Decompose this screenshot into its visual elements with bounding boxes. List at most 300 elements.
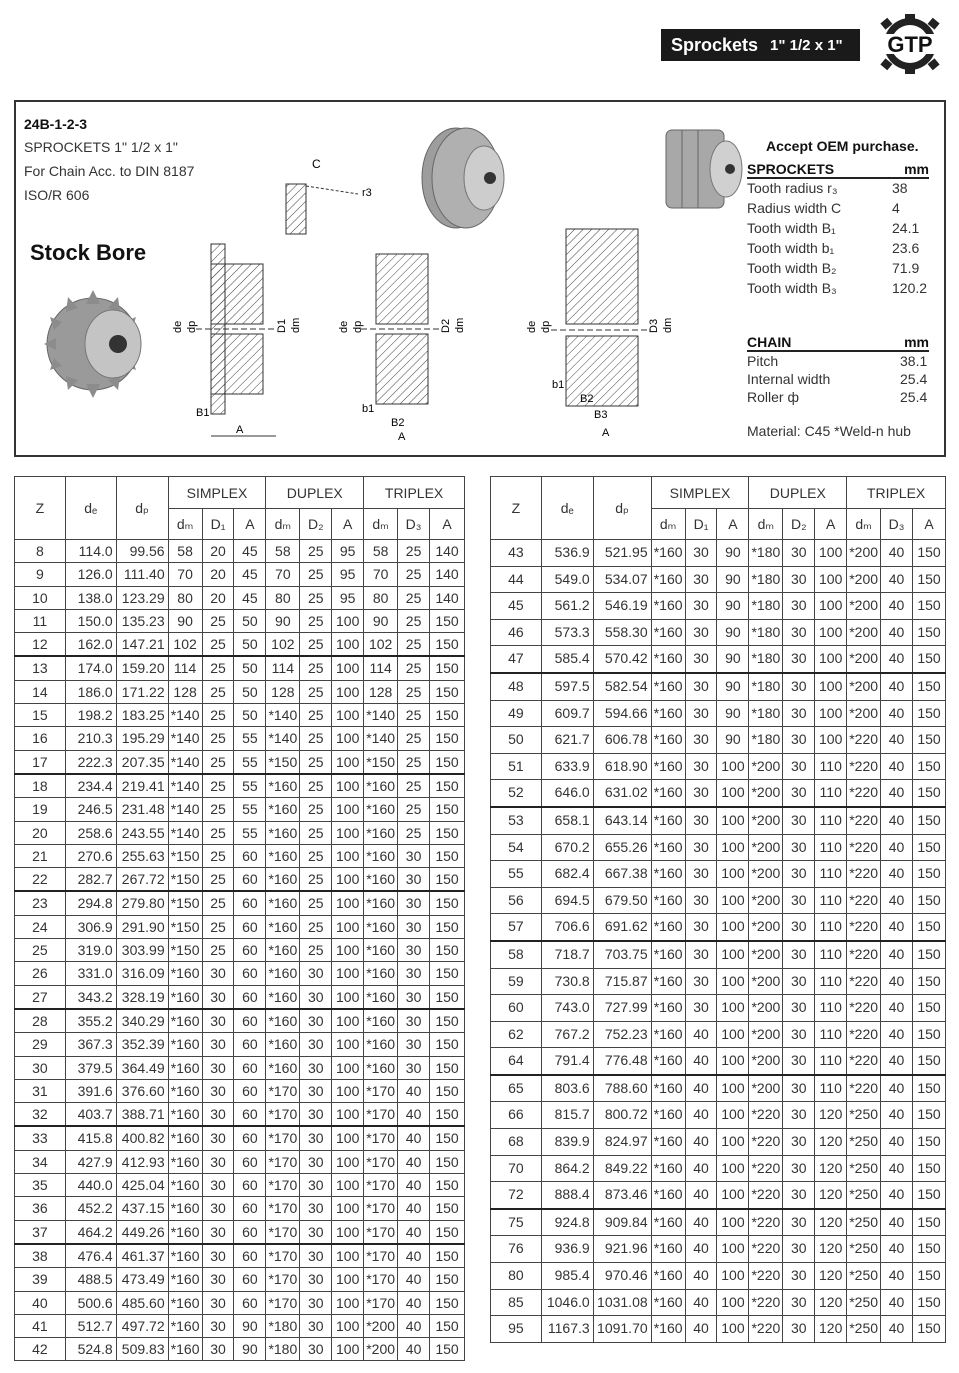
table-cell: 100 <box>332 939 364 962</box>
table-cell: 849.22 <box>593 1155 651 1182</box>
table-cell: 100 <box>332 962 364 985</box>
table-cell: 30 <box>783 861 815 888</box>
table-cell: 40 <box>881 834 913 861</box>
table-cell: *170 <box>364 1220 398 1244</box>
table-cell: 55 <box>234 774 266 798</box>
table-cell: 150 <box>913 1021 946 1048</box>
label-c: C <box>312 157 321 171</box>
table-cell: 40 <box>398 1268 430 1291</box>
table-cell: 40 <box>685 1263 717 1290</box>
table-cell: 25 <box>398 821 430 844</box>
table-cell: 150 <box>430 1314 465 1337</box>
table-row <box>491 619 946 646</box>
table-cell: 561.2 <box>541 593 593 620</box>
table-row <box>491 566 946 593</box>
table-cell: 53 <box>491 807 542 834</box>
table-cell: 150 <box>430 727 465 750</box>
table-cell: 40 <box>685 1155 717 1182</box>
table-cell: *200 <box>749 834 783 861</box>
table-cell: 140 <box>430 540 465 563</box>
table-cell: 25 <box>300 656 332 680</box>
table-cell: 655.26 <box>593 834 651 861</box>
table-cell: 231.48 <box>116 798 168 821</box>
table-cell: *160 <box>364 1033 398 1056</box>
table-cell: 40 <box>15 1291 66 1314</box>
table-row <box>15 1268 465 1291</box>
table-cell: *160 <box>651 941 685 968</box>
table-cell: 110 <box>815 1075 847 1102</box>
table-cell: 30 <box>783 619 815 646</box>
table-cell: *160 <box>364 1009 398 1033</box>
table-cell: 815.7 <box>541 1102 593 1129</box>
table-cell: 43 <box>491 540 542 567</box>
table-cell: *160 <box>364 985 398 1009</box>
col-triplex-r: TRIPLEX <box>847 477 946 509</box>
label-dp-2: dp <box>352 320 364 333</box>
table-cell: *160 <box>168 1103 202 1127</box>
table-cell: *160 <box>266 962 300 985</box>
table-cell: 40 <box>881 619 913 646</box>
table-cell: 59 <box>491 968 542 995</box>
table-cell: 730.8 <box>541 968 593 995</box>
table-cell: 30 <box>685 861 717 888</box>
info-line-2: For Chain Acc. to DIN 8187 <box>24 163 195 179</box>
table-cell: 66 <box>491 1102 542 1129</box>
table-row <box>491 1048 946 1075</box>
table-cell: 47 <box>491 646 542 673</box>
table-row <box>15 633 465 657</box>
table-cell: *160 <box>266 821 300 844</box>
table-cell: 40 <box>881 1021 913 1048</box>
table-cell: 25 <box>202 727 234 750</box>
table-cell: 45 <box>491 593 542 620</box>
table-cell: *200 <box>749 887 783 914</box>
table-cell: 376.60 <box>116 1079 168 1102</box>
table-cell: 30 <box>783 1075 815 1102</box>
table-cell: 150 <box>913 834 946 861</box>
col-d2-r: D₂ <box>783 509 815 540</box>
table-cell: 150 <box>430 939 465 962</box>
table-cell: 210.3 <box>65 727 116 750</box>
col-z-r: Z <box>491 477 542 540</box>
table-cell: 30 <box>202 1033 234 1056</box>
table-row <box>491 646 946 673</box>
table-cell: 30 <box>685 914 717 941</box>
table-cell: *140 <box>168 821 202 844</box>
table-cell: *220 <box>749 1289 783 1316</box>
table-row <box>15 1338 465 1361</box>
table-cell: 100 <box>717 780 749 807</box>
table-cell: *160 <box>651 727 685 754</box>
table-cell: 90 <box>364 609 398 632</box>
spec-label-0: Tooth radius r₃ <box>747 180 838 196</box>
table-cell: 400.82 <box>116 1126 168 1150</box>
table-cell: 100 <box>717 861 749 888</box>
table-cell: *140 <box>266 704 300 727</box>
table-cell: 985.4 <box>541 1263 593 1290</box>
table-cell: 45 <box>234 540 266 563</box>
table-cell: 30 <box>202 1056 234 1079</box>
sprockets-spec-unit: mm <box>904 161 929 177</box>
label-b1-small-3: b1 <box>552 379 565 391</box>
table-cell: 100 <box>717 995 749 1022</box>
table-row <box>15 1174 465 1197</box>
table-cell: 888.4 <box>541 1182 593 1209</box>
table-cell: *160 <box>266 985 300 1009</box>
table-cell: 873.46 <box>593 1182 651 1209</box>
table-cell: 30 <box>783 780 815 807</box>
table-cell: 30 <box>783 540 815 567</box>
table-cell: 473.49 <box>116 1268 168 1291</box>
table-cell: 646.0 <box>541 780 593 807</box>
table-row <box>491 1102 946 1129</box>
table-cell: 90 <box>717 646 749 673</box>
table-cell: 8 <box>15 540 66 563</box>
table-cell: 150 <box>913 619 946 646</box>
table-cell: 743.0 <box>541 995 593 1022</box>
table-cell: *200 <box>364 1314 398 1337</box>
table-cell: 30 <box>783 1263 815 1290</box>
table-row <box>15 1103 465 1127</box>
table-cell: 25 <box>300 609 332 632</box>
table-cell: 150 <box>430 1056 465 1079</box>
table-cell: 282.7 <box>65 868 116 892</box>
table-cell: 150 <box>430 633 465 657</box>
table-cell: 11 <box>15 609 66 632</box>
table-cell: 670.2 <box>541 834 593 861</box>
table-cell: *250 <box>847 1316 881 1343</box>
table-cell: 150 <box>430 868 465 892</box>
table-row <box>491 780 946 807</box>
label-b3: B3 <box>594 409 608 421</box>
table-cell: *170 <box>364 1291 398 1314</box>
sprockets-spec-header <box>747 161 929 179</box>
table-cell: 150 <box>430 750 465 774</box>
table-cell: 150 <box>913 968 946 995</box>
table-cell: 40 <box>881 1316 913 1343</box>
sprocket-triplex-photo <box>660 120 746 218</box>
table-cell: *180 <box>266 1338 300 1361</box>
table-cell: 30 <box>398 868 430 892</box>
table-row <box>491 995 946 1022</box>
table-cell: 100 <box>332 891 364 915</box>
table-cell: 234.4 <box>65 774 116 798</box>
table-cell: 100 <box>717 1316 749 1343</box>
table-cell: 90 <box>234 1314 266 1337</box>
table-cell: 100 <box>332 1009 364 1033</box>
table-cell: 85 <box>491 1289 542 1316</box>
table-cell: *150 <box>168 844 202 867</box>
table-cell: 25 <box>398 586 430 609</box>
table-cell: 110 <box>815 1021 847 1048</box>
table-cell: 150 <box>913 1155 946 1182</box>
table-cell: 90 <box>717 593 749 620</box>
table-cell: 95 <box>332 563 364 586</box>
table-cell: 30 <box>685 807 717 834</box>
table-cell: *200 <box>847 566 881 593</box>
table-cell: 752.23 <box>593 1021 651 1048</box>
spec-label-5: Tooth width B₃ <box>747 280 837 296</box>
table-cell: 30 <box>300 1033 332 1056</box>
table-cell: 30 <box>202 1220 234 1244</box>
table-cell: 18 <box>15 774 66 798</box>
col-duplex: DUPLEX <box>266 477 364 509</box>
table-cell: 30 <box>685 968 717 995</box>
table-cell: 100 <box>332 1174 364 1197</box>
table-cell: 270.6 <box>65 844 116 867</box>
table-cell: *160 <box>364 798 398 821</box>
table-cell: 521.95 <box>593 540 651 567</box>
table-cell: 90 <box>234 1338 266 1361</box>
table-cell: 25 <box>202 656 234 680</box>
table-cell: 30 <box>300 962 332 985</box>
label-dp-3: dp <box>540 320 552 333</box>
table-cell: 100 <box>332 915 364 938</box>
spec-label-2: Tooth width B₁ <box>747 220 836 236</box>
table-cell: 30 <box>685 753 717 780</box>
table-cell: 573.3 <box>541 619 593 646</box>
label-a-2: A <box>398 431 406 443</box>
table-cell: *160 <box>651 1236 685 1263</box>
table-cell: 110 <box>815 1048 847 1075</box>
col-a-d-r: A <box>815 509 847 540</box>
table-cell: *220 <box>847 887 881 914</box>
table-cell: 100 <box>332 821 364 844</box>
table-cell: 110 <box>815 861 847 888</box>
table-cell: 70 <box>266 563 300 586</box>
table-cell: 222.3 <box>65 750 116 774</box>
table-cell: 30 <box>685 646 717 673</box>
table-cell: *170 <box>266 1079 300 1102</box>
table-cell: 171.22 <box>116 680 168 703</box>
table-row <box>491 1316 946 1343</box>
table-cell: 30 <box>300 1314 332 1337</box>
table-cell: 150 <box>430 1291 465 1314</box>
table-cell: *180 <box>749 566 783 593</box>
table-cell: 40 <box>881 1102 913 1129</box>
table-cell: 25 <box>202 774 234 798</box>
table-cell: *160 <box>168 1291 202 1314</box>
table-cell: *170 <box>266 1150 300 1173</box>
table-cell: 100 <box>332 1268 364 1291</box>
table-cell: *150 <box>168 868 202 892</box>
col-a-t-r: A <box>913 509 946 540</box>
table-cell: *160 <box>168 962 202 985</box>
table-row <box>491 540 946 567</box>
table-cell: *160 <box>651 1263 685 1290</box>
table-cell: 40 <box>398 1103 430 1127</box>
table-cell: 30 <box>783 1316 815 1343</box>
table-cell: 150 <box>430 915 465 938</box>
table-cell: 246.5 <box>65 798 116 821</box>
table-cell: 102 <box>168 633 202 657</box>
spec-label-1: Radius width C <box>747 200 842 216</box>
table-cell: 65 <box>491 1075 542 1102</box>
table-cell: 100 <box>717 1209 749 1236</box>
table-cell: 32 <box>15 1103 66 1127</box>
table-cell: 17 <box>15 750 66 774</box>
product-code: 24B-1-2-3 <box>24 116 88 132</box>
label-a-3: A <box>602 427 610 439</box>
spec-label-4: Tooth width B₂ <box>747 260 837 276</box>
table-cell: *200 <box>749 914 783 941</box>
table-cell: 352.39 <box>116 1033 168 1056</box>
table-cell: *160 <box>168 1033 202 1056</box>
table-cell: 30 <box>685 887 717 914</box>
table-cell: *220 <box>749 1263 783 1290</box>
table-cell: 40 <box>881 1075 913 1102</box>
table-cell: *180 <box>749 619 783 646</box>
table-cell: 80 <box>364 586 398 609</box>
table-row <box>15 844 465 867</box>
table-cell: 30 <box>685 995 717 1022</box>
table-cell: *160 <box>651 807 685 834</box>
table-cell: 128 <box>168 680 202 703</box>
table-cell: *220 <box>749 1236 783 1263</box>
table-cell: *200 <box>847 646 881 673</box>
table-cell: 25 <box>300 939 332 962</box>
table-cell: *160 <box>651 1316 685 1343</box>
table-row <box>491 1021 946 1048</box>
table-row <box>15 1150 465 1173</box>
table-cell: 40 <box>398 1291 430 1314</box>
table-cell: 512.7 <box>65 1314 116 1337</box>
table-cell: 40 <box>685 1102 717 1129</box>
table-cell: 60 <box>234 1079 266 1102</box>
col-de: dₑ <box>65 477 116 540</box>
table-cell: 30 <box>398 1033 430 1056</box>
table-cell: 800.72 <box>593 1102 651 1129</box>
table-cell: 25 <box>300 704 332 727</box>
table-cell: 150 <box>913 700 946 727</box>
chain-label-2: Roller ф <box>747 389 799 405</box>
table-cell: 100 <box>717 1236 749 1263</box>
table-cell: 30 <box>202 1268 234 1291</box>
spec-value-2: 24.1 <box>892 220 920 236</box>
info-line-1: SPROCKETS 1" 1/2 x 1" <box>24 139 178 155</box>
table-cell: 60 <box>234 1103 266 1127</box>
table-cell: *170 <box>364 1103 398 1127</box>
table-cell: 25 <box>300 821 332 844</box>
table-cell: 1031.08 <box>593 1289 651 1316</box>
table-row <box>491 914 946 941</box>
table-cell: 110 <box>815 753 847 780</box>
table-cell: 55 <box>491 861 542 888</box>
table-cell: 110 <box>815 968 847 995</box>
table-row <box>491 727 946 754</box>
table-cell: 150 <box>913 1182 946 1209</box>
table-cell: 150 <box>430 1197 465 1220</box>
table-cell: *220 <box>847 914 881 941</box>
table-cell: 150 <box>913 753 946 780</box>
table-cell: *180 <box>749 593 783 620</box>
table-row <box>15 868 465 892</box>
table-cell: 30 <box>783 941 815 968</box>
table-cell: *160 <box>168 1056 202 1079</box>
table-cell: 28 <box>15 1009 66 1033</box>
table-cell: 40 <box>881 540 913 567</box>
table-cell: 100 <box>332 1220 364 1244</box>
table-cell: *150 <box>168 891 202 915</box>
table-cell: *160 <box>266 1009 300 1033</box>
table-cell: 25 <box>300 540 332 563</box>
table-cell: 110 <box>815 995 847 1022</box>
table-cell: 30 <box>300 1150 332 1173</box>
table-cell: 30 <box>685 619 717 646</box>
label-a-1: A <box>236 424 244 436</box>
table-cell: 694.5 <box>541 887 593 914</box>
table-cell: 50 <box>234 656 266 680</box>
table-cell: *220 <box>847 861 881 888</box>
table-row <box>15 891 465 915</box>
table-cell: *160 <box>651 646 685 673</box>
table-cell: 452.2 <box>65 1197 116 1220</box>
table-cell: 38 <box>15 1244 66 1268</box>
technical-drawings <box>166 154 674 444</box>
table-row <box>15 586 465 609</box>
table-cell: 80 <box>266 586 300 609</box>
table-cell: 150 <box>430 774 465 798</box>
table-cell: 788.60 <box>593 1075 651 1102</box>
table-cell: *140 <box>168 727 202 750</box>
table-cell: *140 <box>266 727 300 750</box>
table-row <box>491 1075 946 1102</box>
table-cell: *150 <box>168 939 202 962</box>
table-cell: 40 <box>881 807 913 834</box>
table-cell: 824.97 <box>593 1129 651 1156</box>
table-cell: 40 <box>881 753 913 780</box>
table-cell: 90 <box>717 566 749 593</box>
table-cell: 40 <box>685 1048 717 1075</box>
col-triplex: TRIPLEX <box>364 477 465 509</box>
table-cell: 100 <box>332 1244 364 1268</box>
label-d3: D3 <box>648 318 660 333</box>
table-cell: *180 <box>749 540 783 567</box>
table-cell: 343.2 <box>65 985 116 1009</box>
table-cell: 534.07 <box>593 566 651 593</box>
table-cell: 621.7 <box>541 727 593 754</box>
table-cell: 60 <box>234 1009 266 1033</box>
table-cell: 60 <box>234 1150 266 1173</box>
table-cell: 30 <box>783 1209 815 1236</box>
table-cell: *160 <box>168 1314 202 1337</box>
table-cell: 303.99 <box>116 939 168 962</box>
table-cell: 150 <box>430 680 465 703</box>
table-cell: 25 <box>202 844 234 867</box>
table-cell: *160 <box>651 566 685 593</box>
table-cell: 62 <box>491 1021 542 1048</box>
table-cell: 100 <box>717 1102 749 1129</box>
table-cell: *160 <box>364 962 398 985</box>
col-dm-t-r: dₘ <box>847 509 881 540</box>
table-row <box>491 807 946 834</box>
table-cell: 100 <box>332 985 364 1009</box>
table-cell: 40 <box>881 1289 913 1316</box>
table-cell: 150 <box>430 1174 465 1197</box>
table-cell: 150 <box>430 1103 465 1127</box>
table-cell: *200 <box>847 700 881 727</box>
table-cell: 40 <box>881 1048 913 1075</box>
table-cell: 110 <box>815 780 847 807</box>
table-cell: 120 <box>815 1289 847 1316</box>
table-row <box>491 968 946 995</box>
table-cell: 20 <box>15 821 66 844</box>
table-cell: *160 <box>168 985 202 1009</box>
table-cell: 150 <box>913 1289 946 1316</box>
table-cell: 126.0 <box>65 563 116 586</box>
table-cell: 120 <box>815 1155 847 1182</box>
table-cell: 449.26 <box>116 1220 168 1244</box>
